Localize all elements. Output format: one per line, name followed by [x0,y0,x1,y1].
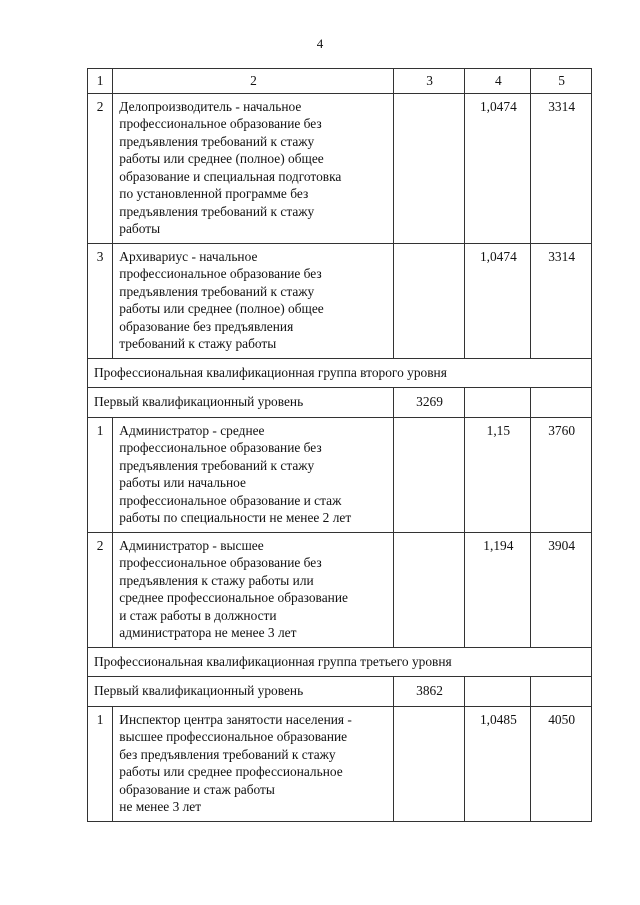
column-header-5: 5 [531,69,592,94]
salary-cell: 3314 [531,93,592,243]
level-label: Первый квалификационный уровень [88,677,394,707]
row-number-cell: 2 [88,532,113,647]
row-number-cell: 2 [88,93,113,243]
empty-cell [393,706,465,821]
table-row [88,417,592,532]
group-heading: Профессиональная квалификационная группа третьего уровня [88,647,592,677]
level-row [88,388,592,418]
page-number: 4 [316,36,324,51]
column-header-1: 1 [88,69,113,94]
table-header-row [88,69,592,94]
column-header-2: 2 [113,69,393,94]
row-number-cell: 1 [88,706,113,821]
group-heading-row [88,358,592,388]
empty-cell [393,243,465,358]
position-description-cell: Инспектор центра занятости населения - высшее профессиональное образование без предъявления требований к стажу работы или среднее профессиональное образование и стаж работы не менее 3 лет [113,706,393,821]
coefficient-cell: 1,194 [465,532,531,647]
salary-cell: 3314 [531,243,592,358]
coefficient-cell: 1,15 [465,417,531,532]
salary-cell: 3760 [531,417,592,532]
salary-cell: 3904 [531,532,592,647]
qualification-table [87,68,592,822]
coefficient-cell: 1,0474 [465,93,531,243]
group-heading: Профессиональная квалификационная группа второго уровня [88,358,592,388]
salary-cell: 4050 [531,706,592,821]
base-salary-cell: 3269 [393,388,465,418]
empty-cell [393,93,465,243]
row-number-cell: 3 [88,243,113,358]
table-row [88,532,592,647]
position-description-cell: Делопроизводитель - начальное профессиональное образование без предъявления требований к стажу работы или среднее (полное) общее образование и специальная подготовка по установленной программе без предъявления требований к стажу работы [113,93,393,243]
position-description-cell: Администратор - высшее профессиональное образование без предъявления к стажу работы или среднее профессиональное образование и стаж работы в должности администратора не менее 3 лет [113,532,393,647]
coefficient-cell: 1,0485 [465,706,531,821]
empty-cell [393,417,465,532]
empty-cell [465,677,531,707]
table-row [88,93,592,243]
group-heading-row [88,647,592,677]
row-number-cell: 1 [88,417,113,532]
empty-cell [393,532,465,647]
position-description-cell: Архивариус - начальное профессиональное образование без предъявления требований к стажу работы или среднее (полное) общее образование без предъявления требований к стажу работы [113,243,393,358]
level-row [88,677,592,707]
base-salary-cell: 3862 [393,677,465,707]
empty-cell [531,388,592,418]
table-row [88,706,592,821]
column-header-4: 4 [465,69,531,94]
level-label: Первый квалификационный уровень [88,388,394,418]
table-row [88,243,592,358]
column-header-3: 3 [393,69,465,94]
empty-cell [531,677,592,707]
coefficient-cell: 1,0474 [465,243,531,358]
empty-cell [465,388,531,418]
position-description-cell: Администратор - среднее профессиональное образование без предъявления требований к стажу работы или начальное профессиональное образование и стаж работы по специальности не менее 2 лет [113,417,393,532]
